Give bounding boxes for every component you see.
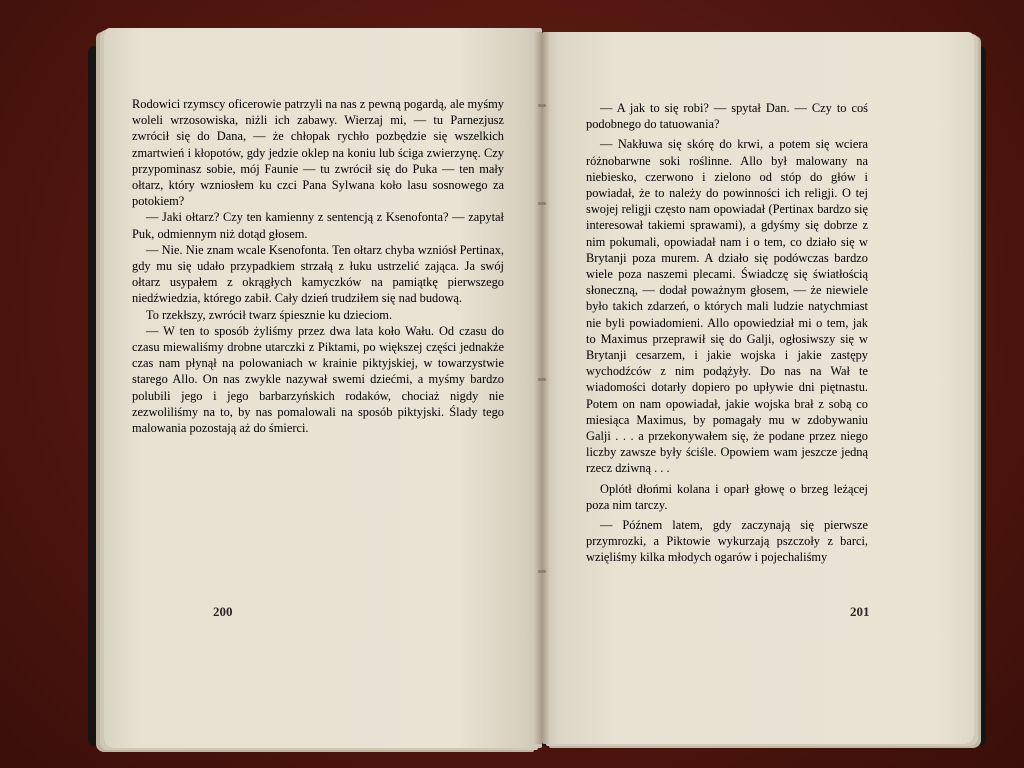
paragraph: Rodowici rzymscy oficerowie patrzyli na nas z pewną pogardą, ale myśmy woleli wrzosowiska, niżli ich zabawy. Wierzaj mi, — tu Parnezjusz zwrócił się do Dana, — że chłopak rychło pozbędzie się wszelkich zmartwień i kłopotów, gdy jedzie oklep na koniu lub ściga zwierzynę. Czy przypominasz sobie, mój Faunie — tu zwrócił się do Puka — ten mały ołtarz, który wzniosłem ku czci Pana Sylwana koło lasu sosnowego za potokiem? [132,97,504,209]
book-gutter [534,32,550,744]
paragraph: — W ten to sposób żyliśmy przez dwa lata koło Wału. Od czasu do czasu miewaliśmy drobne utarczki z Piktami, po większej części jednakże czas nam płynął na polowaniach w krainie piktyjskiej, w towarzystwie starego Allo. On nas zwykle nazywał swemi dziećmi, a myśmy bardzo polubili jego i jego barbarzyńskich rodaków, chociaż nigdy nie zezwoliliśmy na to, by nas pomalowali na sposób piktyjski. Ślady tego malowania pozostają aż do śmierci. [132,323,504,436]
right-page-text [586,100,868,566]
paragraph: — A jak to się robi? — spytał Dan. — Czy to coś podobnego do tatuowania? [586,101,868,132]
paragraph: To rzekłszy, zwrócił twarz śpiesznie ku dzieciom. [146,307,393,322]
page-number: 200 [213,604,233,619]
binding-stitch [538,570,546,573]
paragraph: — Nakłuwa się skórę do krwi, a potem się wciera różnobarwne soki roślinne. Allo był malowany na niebiesko, czerwono i zielono od stóp do głów i powiadał, że to należy do powinności ich religji. O tej swojej religji często nam opowiadał (Pertinax bardzo się interesował takiemi sprawami), a gdyśmy się dobrze z nim pokumali, opowiadał nam i o tem, co działo się w Brytanji poza murem. A działo się podówczas bardzo wiele poza naszemi plecami. Świadczę się światłością słoneczną, — dodał poważnym głosem, — że niewiele było takich zdarzeń, o których mali ludzie natychmiast nie byli powiadomieni. Allo opowiedział mi o tem, jak to Maximus przeprawił się do Galji, ogłosiwszy się w Brytanji cesarzem, i jakie wojska i jakie zastępy wychodźców z nim podążyły. Do nas na Wał te wiadomości dotarły dopiero po upływie dni piętnastu. Potem on nam opowiadał, jakie wojska brał z sobą co miesiąca Maximus, by pomagały mu w zdobywaniu Galji . . . a przekonywałem się, że podane przez niego liczby zawsze były ściśle. Opowiem wam jeszcze jedną rzecz dziwną . . . [586,137,868,476]
page-number: 201 [850,604,870,619]
paragraph: Oplótł dłońmi kolana i oparł głowę o brzeg leżącej poza nim tarczy. [586,481,868,512]
left-page-text [132,96,504,436]
binding-stitch [538,104,546,107]
paragraph: — Nie. Nie znam wcale Ksenofonta. Ten ołtarz chyba wzniósł Pertinax, gdy mu się udało przypadkiem strzałą z łuku ustrzelić zająca. Ja swój ołtarz usypałem z okrągłych kamyczków na pamiątkę pierwszego niedźwiedzia, którego zabił. Cały dzień trudziłem się nad budową. [132,242,504,306]
paragraph: — Jaki ołtarz? Czy ten kamienny z sentencją z Ksenofonta? — zapytał Puk, odmiennym niż dotąd głosem. [132,210,504,241]
binding-stitch [538,202,546,205]
paragraph: — Późnem latem, gdy zaczynają się pierwsze przymrozki, a Piktowie wykurzają pszczoły z barci, wzięliśmy kilka młodych ogarów i pojechaliśmy [586,518,868,565]
binding-stitch [538,378,546,381]
